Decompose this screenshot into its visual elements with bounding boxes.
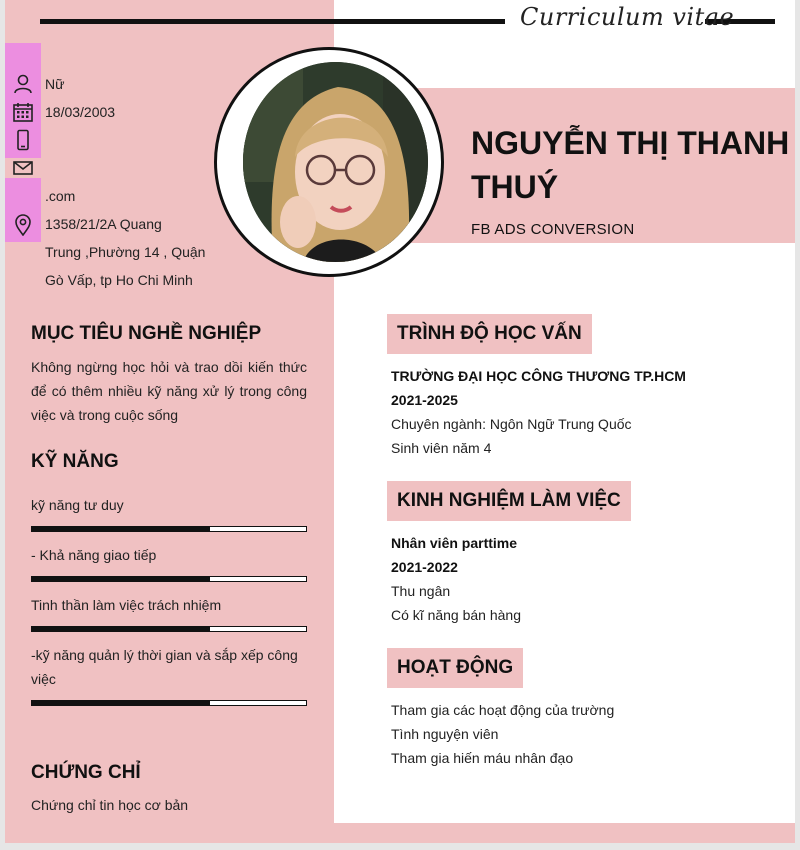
certificates-heading: CHỨNG CHỈ <box>31 762 141 783</box>
address-line-2: Trung ,Phường 14 , Quận <box>45 244 206 260</box>
person-icon <box>12 73 34 95</box>
skill-bar-fill <box>32 627 210 631</box>
skill-bar-fill <box>32 701 210 705</box>
skill-bar-fill <box>32 577 210 581</box>
birthday-text: 18/03/2003 <box>45 104 116 120</box>
phone-icon <box>12 129 34 151</box>
profile-photo <box>243 62 428 262</box>
skill-bar-fill <box>32 527 210 531</box>
cv-title: Curriculum vitae <box>520 3 735 31</box>
job-title: FB ADS CONVERSION <box>471 221 635 238</box>
skill-bar <box>31 626 307 632</box>
activity-item: Tham gia các hoạt động của trường <box>391 702 615 718</box>
education-school: TRƯỜNG ĐẠI HỌC CÔNG THƯƠNG TP.HCM <box>391 368 686 384</box>
experience-role: Nhân viên parttime <box>391 535 518 551</box>
certificate-item: Chứng chỉ tin học cơ bản <box>31 797 189 813</box>
skill-bar <box>31 576 307 582</box>
skill-label: - Khả năng giao tiếp <box>31 547 157 563</box>
experience-item: Thu ngân <box>391 583 451 599</box>
address-line-1: 1358/21/2A Quang <box>45 216 162 232</box>
activity-item: Tham gia hiến máu nhân đạo <box>391 750 574 766</box>
skill-label: -kỹ năng quản lý thời gian và sắp xếp công việc <box>31 647 298 687</box>
bottom-band <box>334 823 795 843</box>
education-years: 2021-2025 <box>391 392 458 408</box>
skills-heading: KỸ NĂNG <box>31 451 119 472</box>
address-line-3: Gò Vấp, tp Ho Chi Minh <box>45 272 193 288</box>
activities-heading: HOẠT ĐỘNG <box>387 648 523 688</box>
objective-heading: MỤC TIÊU NGHỀ NGHIỆP <box>31 323 262 344</box>
calendar-icon <box>12 101 34 123</box>
skill-bar <box>31 700 307 706</box>
experience-years: 2021-2022 <box>391 559 458 575</box>
skill-bar <box>31 526 307 532</box>
skill-label: kỹ năng tư duy <box>31 497 124 513</box>
skill-label: Tinh thần làm việc trách nhiệm <box>31 597 222 613</box>
objective-text: Không ngừng học hỏi và trao dồi kiến thức để có thêm nhiều kỹ năng xử lý trong công việc và trong cuộc sống <box>31 359 307 423</box>
email-icon <box>12 157 34 179</box>
activity-item: Tình nguyện viên <box>391 726 499 742</box>
experience-item: Có kĩ năng bán hàng <box>391 607 521 623</box>
education-heading: TRÌNH ĐỘ HỌC VẤN <box>387 314 592 354</box>
gender-text: Nữ <box>45 76 65 92</box>
education-major: Chuyên ngành: Ngôn Ngữ Trung Quốc <box>391 416 632 432</box>
header-rule-left <box>40 19 505 24</box>
full-name: NGUYỄN THỊ THANH THUÝ <box>471 125 790 205</box>
email-text: .com <box>45 188 76 204</box>
experience-heading: KINH NGHIỆM LÀM VIỆC <box>387 481 631 521</box>
location-icon <box>12 214 34 236</box>
education-status: Sinh viên năm 4 <box>391 440 492 456</box>
cv-page <box>5 0 795 843</box>
